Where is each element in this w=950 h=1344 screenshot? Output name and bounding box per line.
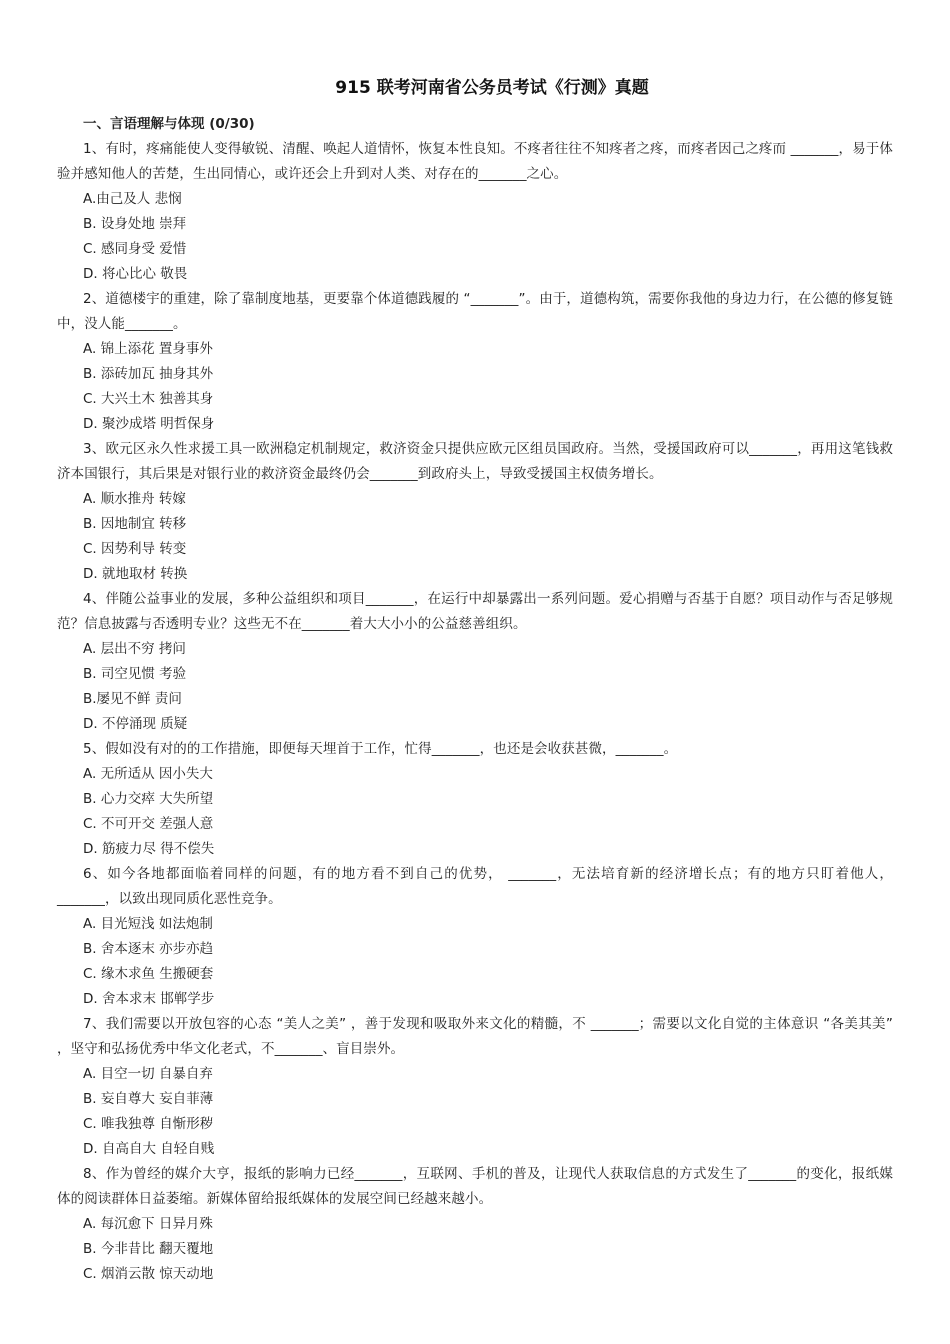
- question-stem: 4、伴随公益事业的发展，多种公益组织和项目_______，在运行中却暴露出一系列问题。爱心捐赠与否基于自愿？项目动作与否足够规范？信息披露与否透明专业？这些无不在_______着大大小小的公益慈善组织。: [57, 591, 893, 632]
- question-8: [57, 1162, 893, 1287]
- option-a: A. 每沉愈下 日异月殊: [83, 1216, 213, 1232]
- option-c: C. 因势利导 转变: [83, 541, 187, 557]
- option-a: A. 目空一切 自暴自弃: [83, 1066, 213, 1082]
- question-4: [57, 587, 893, 737]
- option-d: D. 自高自大 自轻自贱: [83, 1141, 215, 1157]
- option-c: C. 感同身受 爱惜: [83, 241, 187, 257]
- option-a: A. 无所适从 因小失大: [83, 766, 213, 782]
- question-stem: 6、如今各地都面临着同样的问题，有的地方看不到自己的优势， _______，无法培育新的经济增长点；有的地方只盯着他人， _______，以致出现同质化恶性竞争。: [57, 866, 893, 907]
- option-b: B. 妄自尊大 妄自菲薄: [83, 1091, 214, 1107]
- option-a: A. 顺水推舟 转嫁: [83, 491, 186, 507]
- option-d: D. 舍本求末 邯郸学步: [83, 991, 215, 1007]
- question-stem: 1、有时，疼痛能使人变得敏锐、清醒、唤起人道情怀，恢复本性良知。不疼者往往不知疼者之疼，而疼者因己之疼而 _______，易于体验并感知他人的苦楚，生出同情心，或许还会上升到对人类、对存在的_______之心。: [57, 141, 893, 182]
- document-body: [57, 112, 893, 1287]
- option-a: A.由己及人 悲悯: [83, 191, 182, 207]
- option-c: C. 缘木求鱼 生搬硬套: [83, 966, 214, 982]
- question-5: [57, 737, 893, 862]
- option-c: C. 烟消云散 惊天动地: [83, 1266, 214, 1282]
- option-d: D. 不停涌现 质疑: [83, 716, 188, 732]
- option-d: D. 筋疲力尽 得不偿失: [83, 841, 215, 857]
- option-b: B. 因地制宜 转移: [83, 516, 187, 532]
- option-d: D. 就地取材 转换: [83, 566, 188, 582]
- option-d: D. 将心比心 敬畏: [83, 266, 188, 282]
- question-stem: 8、作为曾经的媒介大亨，报纸的影响力已经_______，互联网、手机的普及，让现代人获取信息的方式发生了_______的变化，报纸媒体的阅读群体日益萎缩。新媒体留给报纸媒体的发展空间已经越来越小。: [57, 1166, 893, 1207]
- question-7: [57, 1012, 893, 1162]
- option-d: D. 聚沙成塔 明哲保身: [83, 416, 215, 432]
- option-a: A. 锦上添花 置身事外: [83, 341, 213, 357]
- option-b: B. 添砖加瓦 抽身其外: [83, 366, 214, 382]
- option-b: B. 心力交瘁 大失所望: [83, 791, 214, 807]
- question-stem: 2、道德楼宇的重建，除了靠制度地基，更要靠个体道德践履的 “_______”。由于，道德构筑，需要你我他的身边力行，在公德的修复链中，没人能_______。: [57, 291, 893, 332]
- question-2: [57, 287, 893, 437]
- question-3: [57, 437, 893, 587]
- page-title: 915 联考河南省公务员考试《行测》真题: [335, 78, 649, 98]
- option-a: A. 目光短浅 如法炮制: [83, 916, 213, 932]
- option-c: C. 大兴土木 独善其身: [83, 391, 214, 407]
- section-heading: 一、言语理解与体现 (0/30): [83, 116, 255, 132]
- question-stem: 5、假如没有对的的工作措施，即便每天埋首于工作，忙得_______，也还是会收获甚微，_______。: [83, 741, 678, 757]
- option-c: B.屡见不鲜 责问: [83, 691, 182, 707]
- option-b: B. 舍本逐末 亦步亦趋: [83, 941, 214, 957]
- option-b: B. 设身处地 崇拜: [83, 216, 187, 232]
- option-a: A. 层出不穷 拷问: [83, 641, 186, 657]
- option-b: B. 司空见惯 考验: [83, 666, 187, 682]
- option-b: B. 今非昔比 翻天覆地: [83, 1241, 214, 1257]
- question-6: [57, 862, 893, 1012]
- option-c: C. 不可开交 差强人意: [83, 816, 214, 832]
- option-c: C. 唯我独尊 自惭形秽: [83, 1116, 214, 1132]
- question-stem: 7、我们需要以开放包容的心态 “美人之美” ，善于发现和吸取外来文化的精髓，不 _______；需要以文化自觉的主体意识 “各美其美” ，坚守和弘扬优秀中华文化老式，不_______、盲目崇外。: [57, 1016, 893, 1057]
- question-1: [57, 137, 893, 287]
- question-stem: 3、欧元区永久性求援工具一欧洲稳定机制规定，救济资金只提供应欧元区组员国政府。当然，受援国政府可以_______，再用这笔钱救济本国银行，其后果是对银行业的救济资金最终仍会_______到政府头上，导致受援国主权债务增长。: [57, 441, 893, 482]
